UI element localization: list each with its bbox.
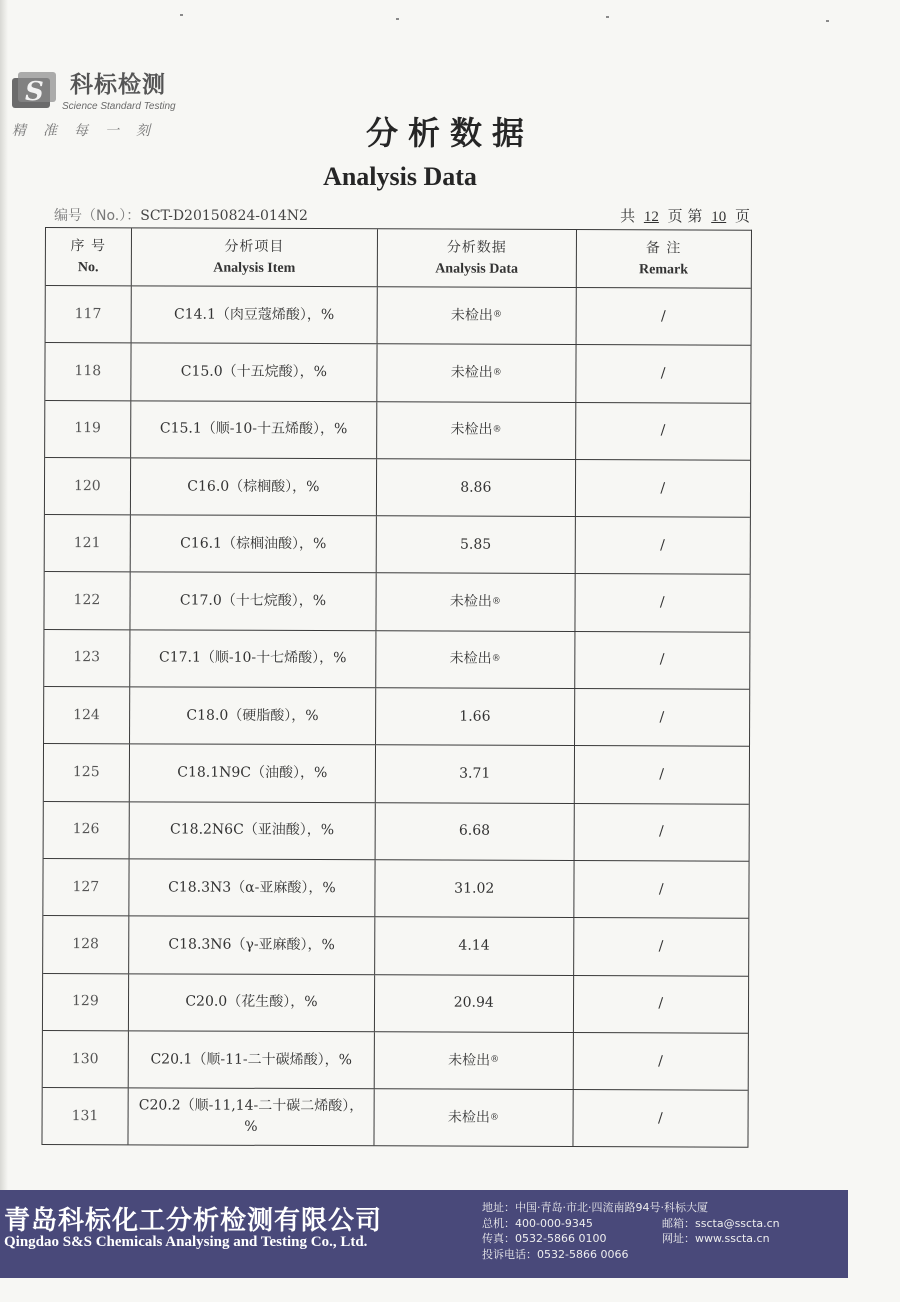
row-remark: / bbox=[659, 766, 665, 783]
row-data-cell bbox=[377, 402, 576, 459]
header-item bbox=[132, 228, 379, 286]
header-item-en: Analysis Item bbox=[213, 260, 296, 276]
row-data: 8.86 bbox=[460, 479, 492, 496]
row-item-cell bbox=[128, 1031, 375, 1088]
row-remark-cell bbox=[574, 918, 749, 975]
row-no-cell bbox=[43, 974, 129, 1031]
footer-company-en: Qingdao S&S Chemicals Analysing and Testing Co., Ltd. bbox=[4, 1234, 368, 1250]
row-no: 121 bbox=[73, 534, 101, 552]
row-item-cell bbox=[130, 573, 377, 630]
row-data: 5.85 bbox=[459, 536, 492, 553]
row-item-cell bbox=[128, 1088, 375, 1145]
row-no-cell bbox=[44, 744, 130, 801]
row-no: 126 bbox=[72, 821, 100, 838]
row-remark: / bbox=[659, 594, 665, 611]
row-data: 未检出 bbox=[448, 1052, 491, 1069]
header-no bbox=[46, 228, 132, 285]
row-item-cell bbox=[131, 344, 378, 401]
table-row bbox=[42, 1088, 747, 1148]
row-no: 118 bbox=[74, 363, 102, 380]
row-item-cell bbox=[129, 802, 376, 859]
row-data-cell bbox=[376, 631, 575, 688]
table-row bbox=[46, 286, 751, 346]
scan-speck bbox=[826, 20, 829, 22]
row-no: 122 bbox=[73, 592, 101, 609]
header-remark bbox=[576, 230, 751, 288]
row-remark: / bbox=[659, 823, 664, 840]
row-no-cell bbox=[45, 401, 131, 458]
header-remark-en: Remark bbox=[639, 261, 689, 277]
row-data-cell bbox=[377, 574, 576, 631]
table-row bbox=[43, 1031, 748, 1091]
row-item-cell bbox=[131, 401, 378, 458]
row-data-cell bbox=[378, 287, 577, 344]
row-remark-cell bbox=[574, 804, 749, 861]
row-no: 125 bbox=[72, 764, 100, 781]
row-remark: / bbox=[660, 537, 665, 554]
header-data bbox=[378, 229, 577, 287]
row-no-cell bbox=[46, 286, 132, 343]
row-item-cell bbox=[131, 286, 378, 343]
row-remark-cell bbox=[573, 1090, 748, 1147]
page-count bbox=[620, 205, 750, 226]
scan-speck bbox=[606, 16, 609, 18]
header-remark-cn: 备 注 bbox=[645, 239, 682, 256]
logo-slogan: 精准每一刻 bbox=[12, 123, 167, 139]
row-data: 未检出 bbox=[450, 307, 493, 324]
logo-english-name: Science Standard Testing bbox=[62, 101, 176, 112]
row-no-cell bbox=[45, 343, 131, 400]
not-detected-mark: ® bbox=[489, 1112, 499, 1123]
scan-speck bbox=[396, 18, 399, 20]
row-data-cell bbox=[375, 918, 574, 975]
header-no-en: No. bbox=[77, 259, 99, 275]
row-item: C18.3N6（γ-亚麻酸），% bbox=[168, 936, 335, 954]
row-data: 4.14 bbox=[458, 937, 490, 954]
row-item-cell bbox=[129, 859, 376, 916]
row-item: C17.1（顺-10-十七烯酸），% bbox=[158, 649, 347, 667]
row-no: 129 bbox=[71, 993, 99, 1010]
row-remark: / bbox=[658, 880, 664, 897]
row-item: C18.1N9C（油酸），% bbox=[177, 764, 328, 782]
row-item: C18.3N3（α-亚麻酸），% bbox=[168, 879, 336, 896]
not-detected-mark: ® bbox=[490, 1054, 500, 1065]
row-remark: / bbox=[658, 1052, 663, 1069]
svg-text:S: S bbox=[25, 77, 44, 107]
row-remark-cell bbox=[574, 861, 749, 918]
table-row bbox=[44, 744, 749, 804]
row-item: C15.1（顺-10-十五烯酸），% bbox=[159, 420, 348, 438]
table-row bbox=[43, 974, 748, 1034]
row-remark-cell bbox=[575, 575, 750, 632]
footer-hotline: 总机：400-000-9345 bbox=[482, 1216, 593, 1230]
row-data: 20.94 bbox=[453, 994, 494, 1011]
row-data: 6.68 bbox=[458, 822, 491, 840]
row-data: 1.66 bbox=[459, 708, 491, 725]
row-remark: / bbox=[658, 995, 664, 1012]
table-row bbox=[43, 916, 748, 976]
row-item: C18.0（硬脂酸），% bbox=[186, 707, 319, 724]
row-no: 117 bbox=[74, 305, 102, 322]
not-detected-mark: ® bbox=[491, 653, 501, 664]
not-detected-mark: ® bbox=[491, 596, 501, 607]
page-mid-text: 页 第 bbox=[667, 207, 703, 225]
row-no-cell bbox=[43, 1031, 129, 1088]
row-no: 120 bbox=[73, 477, 101, 494]
row-no: 127 bbox=[72, 878, 100, 895]
logo-chinese-name: 科标检测 bbox=[70, 72, 166, 98]
row-item: C20.1（顺-11-二十碳烯酸），% bbox=[150, 1050, 352, 1068]
row-remark-cell bbox=[576, 403, 751, 460]
row-remark-cell bbox=[575, 632, 750, 689]
row-remark: / bbox=[660, 422, 666, 439]
row-remark-cell bbox=[574, 746, 749, 803]
row-item-cell bbox=[131, 458, 378, 515]
row-no: 131 bbox=[71, 1107, 99, 1125]
row-data-cell bbox=[375, 1089, 574, 1146]
table-row bbox=[45, 458, 750, 518]
row-no-cell bbox=[43, 916, 129, 973]
logo-s-icon bbox=[12, 70, 56, 110]
row-remark-cell bbox=[573, 1033, 748, 1090]
row-data-cell bbox=[375, 975, 574, 1032]
row-no: 128 bbox=[72, 936, 100, 953]
row-data-cell bbox=[377, 345, 576, 402]
row-no: 130 bbox=[71, 1050, 99, 1067]
row-data: 未检出 bbox=[447, 1109, 490, 1126]
footer-email: 邮箱：sscta@sscta.cn bbox=[662, 1216, 780, 1230]
not-detected-mark: ® bbox=[492, 310, 502, 321]
row-data: 3.71 bbox=[459, 765, 491, 782]
footer-complaint: 投诉电话：0532-5866 0066 bbox=[482, 1247, 629, 1261]
row-no-cell bbox=[44, 802, 130, 859]
document-number bbox=[54, 205, 308, 225]
row-data: 未检出 bbox=[449, 650, 492, 668]
row-item-cell bbox=[130, 630, 377, 687]
row-remark-cell bbox=[576, 288, 751, 345]
analysis-data-table bbox=[41, 227, 752, 1148]
not-detected-mark: ® bbox=[492, 424, 502, 435]
row-data-cell bbox=[377, 516, 576, 573]
footer-banner bbox=[0, 1190, 848, 1278]
not-detected-mark: ® bbox=[492, 367, 502, 378]
page-total: 12 bbox=[643, 209, 659, 225]
row-remark: / bbox=[659, 651, 665, 668]
table-row bbox=[45, 401, 750, 461]
row-remark-cell bbox=[575, 460, 750, 517]
row-item-cell bbox=[130, 687, 377, 744]
row-data-cell bbox=[375, 860, 574, 917]
row-no-cell bbox=[45, 458, 131, 515]
row-no-cell bbox=[45, 515, 131, 572]
row-data-cell bbox=[376, 746, 575, 803]
row-remark-cell bbox=[576, 345, 751, 402]
page-title-english: Analysis Data bbox=[323, 162, 477, 191]
row-data: 未检出 bbox=[450, 421, 493, 438]
table-row bbox=[43, 859, 748, 919]
row-remark: / bbox=[658, 938, 664, 955]
row-remark-cell bbox=[575, 689, 750, 746]
footer-website: 网址：www.sscta.cn bbox=[662, 1232, 770, 1245]
page-suffix: 页 bbox=[734, 207, 750, 225]
row-no-cell bbox=[42, 1088, 128, 1145]
row-item-cell bbox=[129, 974, 376, 1031]
row-remark: / bbox=[661, 308, 666, 325]
table-row bbox=[44, 802, 749, 862]
table-row bbox=[44, 630, 749, 690]
row-remark-cell bbox=[575, 517, 750, 574]
scan-speck bbox=[180, 14, 183, 16]
page-edge-shadow bbox=[0, 0, 8, 1302]
row-item: C16.0（棕榈酸），% bbox=[187, 478, 320, 495]
row-remark-cell bbox=[573, 976, 748, 1033]
table-body bbox=[42, 286, 750, 1148]
row-remark: / bbox=[660, 365, 666, 382]
row-item: C16.1（棕榈油酸），% bbox=[180, 535, 327, 552]
page-title-chinese: 分析数据 bbox=[365, 114, 534, 152]
page-current: 10 bbox=[711, 209, 727, 225]
table-header-row bbox=[46, 228, 751, 289]
header-data-cn: 分析数据 bbox=[446, 239, 507, 256]
row-data: 31.02 bbox=[454, 880, 495, 897]
row-remark: / bbox=[657, 1110, 663, 1127]
document-number-value: SCT-D20150824-014N2 bbox=[140, 208, 308, 224]
row-item: C18.2N6C（亚油酸），% bbox=[170, 821, 335, 839]
row-item-cell bbox=[130, 745, 377, 802]
header-data-en: Analysis Data bbox=[435, 260, 519, 277]
row-no: 119 bbox=[74, 420, 101, 437]
table-row bbox=[45, 343, 750, 403]
document-number-label: 编号（No.）： bbox=[54, 208, 141, 224]
row-item-cell bbox=[129, 917, 376, 974]
footer-company-cn: 青岛科标化工分析检测有限公司 bbox=[4, 1206, 383, 1236]
row-data: 未检出 bbox=[450, 364, 493, 381]
row-remark: / bbox=[659, 709, 665, 726]
row-item: C20.2（顺-11,14-二十碳二烯酸），% bbox=[138, 1097, 364, 1136]
row-data-cell bbox=[377, 459, 576, 516]
table-row bbox=[44, 687, 749, 747]
row-no-cell bbox=[44, 630, 130, 687]
row-item: C17.0（十七烷酸），% bbox=[179, 592, 327, 610]
footer-fax: 传真：0532-5866 0100 bbox=[482, 1232, 607, 1245]
header-no-cn: 序 号 bbox=[70, 237, 107, 254]
footer-contact-info bbox=[482, 1200, 842, 1262]
row-data-cell bbox=[376, 803, 575, 860]
bottom-margin bbox=[0, 1278, 900, 1302]
row-item-cell bbox=[130, 516, 377, 573]
header-item-cn: 分析项目 bbox=[224, 238, 285, 255]
page-total-prefix: 共 bbox=[620, 207, 636, 225]
row-data-cell bbox=[375, 1032, 574, 1089]
footer-address: 地址：中国·青岛·市北·四流南路94号·科标大厦 bbox=[482, 1201, 708, 1214]
row-no-cell bbox=[44, 687, 130, 744]
row-item: C20.0（花生酸），% bbox=[185, 993, 318, 1011]
row-remark: / bbox=[660, 479, 666, 496]
row-no-cell bbox=[43, 859, 129, 916]
row-item: C14.1（肉豆蔻烯酸），% bbox=[173, 306, 335, 323]
table-row bbox=[44, 572, 749, 632]
row-item: C15.0（十五烷酸），% bbox=[180, 363, 327, 381]
row-data-cell bbox=[376, 688, 575, 745]
row-no: 123 bbox=[73, 649, 101, 666]
table-row bbox=[45, 515, 750, 575]
row-no-cell bbox=[44, 572, 130, 629]
row-data: 未检出 bbox=[449, 593, 492, 610]
row-no: 124 bbox=[73, 706, 100, 723]
